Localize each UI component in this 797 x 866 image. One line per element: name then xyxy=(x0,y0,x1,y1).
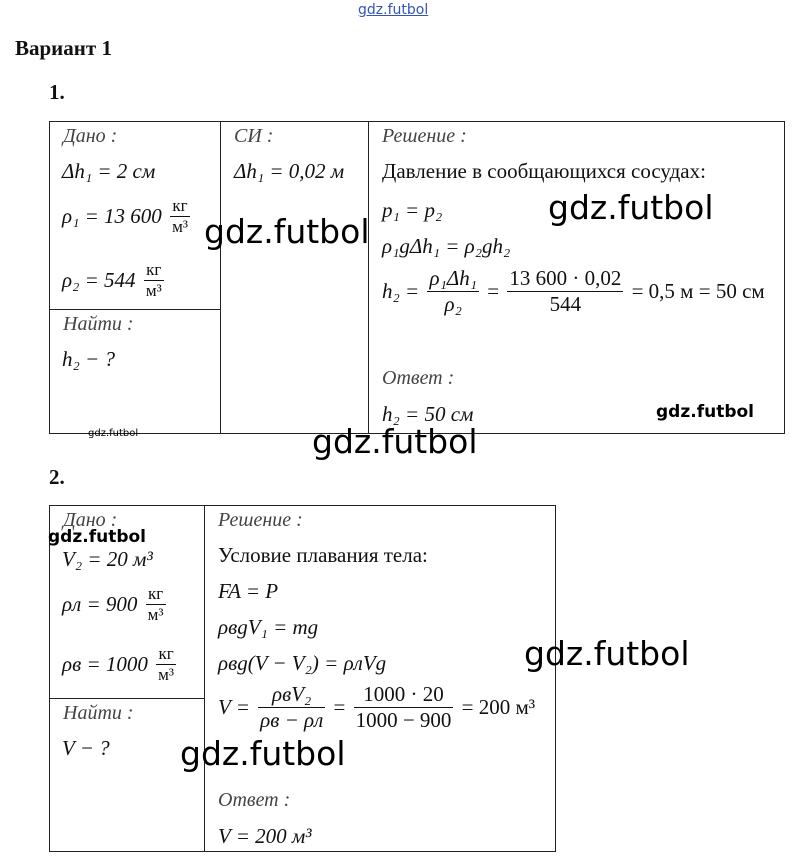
p1-si-label: СИ : xyxy=(234,125,274,147)
p1-given-rho1-row xyxy=(62,196,193,237)
p2-given-rho-l: ρл = 900 xyxy=(62,592,138,616)
p1-solution-cell xyxy=(369,122,785,434)
p1-find-label: Найти : xyxy=(63,313,134,335)
p2-find-cell xyxy=(50,699,205,852)
p1-answer: h₂ = 50 см xyxy=(382,402,474,426)
p2-answer-label: Ответ : xyxy=(218,789,291,811)
p2-given-v2: V₂ = 20 м³ xyxy=(62,547,153,571)
problem-1-number: 1. xyxy=(49,80,65,104)
problem-2-table xyxy=(49,505,556,852)
p2-given-rho-v: ρв = 1000 xyxy=(62,652,148,676)
p1-result: = 0,5 м = 50 см xyxy=(631,279,765,303)
p2-sol-line3: ρвgV₁ = mg xyxy=(218,615,319,639)
frac-denominator: ρ₂ xyxy=(427,291,479,317)
p2-rho-v-unit xyxy=(156,644,176,685)
watermark: gdz.futbol xyxy=(88,428,139,439)
p1-rho1-unit xyxy=(170,196,190,237)
watermark: gdz.futbol xyxy=(48,527,146,547)
p2-given-rho-v-row xyxy=(62,644,179,685)
unit-denominator: м³ xyxy=(147,605,164,624)
p1-frac-numeric xyxy=(507,266,623,317)
equals-sign: = xyxy=(487,279,500,303)
unit-denominator: м³ xyxy=(158,665,174,684)
frac-denominator: 544 xyxy=(507,291,623,317)
p2-given-label: Дано : xyxy=(63,509,118,531)
watermark: gdz.futbol xyxy=(548,188,714,227)
frac-numerator: 1000 · 20 xyxy=(363,682,444,706)
watermark-top[interactable]: gdz.futbol xyxy=(358,2,429,18)
p2-sol-line1: Условие плавания тела: xyxy=(218,543,428,567)
p1-given-rho2: ρ₂ = 544 xyxy=(62,268,136,292)
watermark: gdz.futbol xyxy=(204,212,370,251)
p1-find: h₂ − ? xyxy=(62,347,115,371)
watermark: gdz.futbol xyxy=(312,422,478,461)
problem-1-table xyxy=(49,121,785,434)
p2-rho-l-unit xyxy=(146,584,166,625)
p2-find: V − ? xyxy=(62,736,110,760)
p2-frac-symbolic xyxy=(258,682,325,733)
p2-find-label: Найти : xyxy=(63,702,134,724)
p1-given-dh: Δh₁ = 2 см xyxy=(62,159,156,183)
frac-numerator: 13 600 · 0,02 xyxy=(509,266,622,290)
p1-find-cell xyxy=(50,310,221,434)
watermark: gdz.futbol xyxy=(524,634,690,673)
unit-numerator: кг xyxy=(146,260,162,279)
p1-given-cell xyxy=(50,122,221,310)
p1-given-label: Дано : xyxy=(63,125,118,147)
frac-denominator: 1000 − 900 xyxy=(355,708,452,732)
p1-given-rho1: ρ₁ = 13 600 xyxy=(62,204,162,228)
unit-denominator: м³ xyxy=(172,217,188,236)
p2-v-lhs: V = xyxy=(218,695,250,719)
p1-rho2-unit xyxy=(144,260,164,301)
p2-frac-numeric xyxy=(354,682,454,733)
p2-answer: V = 200 м³ xyxy=(218,824,312,848)
variant-title: Вариант 1 xyxy=(15,36,112,60)
frac-numerator: ρвV₂ xyxy=(272,682,312,706)
p1-sol-formula xyxy=(382,266,765,317)
p2-sol-line4: ρвg(V − V₂) = ρлVg xyxy=(218,651,387,675)
p1-given-rho2-row xyxy=(62,260,167,301)
frac-denominator: ρв − ρл xyxy=(260,708,324,732)
p2-solution-label: Решение : xyxy=(218,509,303,531)
p1-sol-line3: ρ₁gΔh₁ = ρ₂gh₂ xyxy=(382,234,511,258)
unit-denominator: м³ xyxy=(145,281,162,300)
p2-solution-cell xyxy=(205,506,556,852)
watermark: gdz.futbol xyxy=(656,402,754,422)
p2-result: = 200 м³ xyxy=(461,695,536,719)
problem-2-number: 2. xyxy=(49,465,65,489)
unit-numerator: кг xyxy=(158,644,174,663)
p1-frac-symbolic xyxy=(427,266,479,317)
frac-numerator: ρ₁Δh₁ xyxy=(429,266,477,290)
p1-sol-line1: Давление в сообщающихся сосудах: xyxy=(382,159,706,183)
p1-si-dh: Δh₁ = 0,02 м xyxy=(234,159,345,183)
p2-sol-formula xyxy=(218,682,535,733)
p2-sol-line2: FA = P xyxy=(218,579,279,603)
unit-numerator: кг xyxy=(147,584,164,603)
p1-si-cell xyxy=(221,122,369,434)
p1-answer-label: Ответ : xyxy=(382,367,455,389)
equals-sign: = xyxy=(333,695,346,719)
unit-numerator: кг xyxy=(172,196,188,215)
p2-given-rho-l-row xyxy=(62,584,169,625)
watermark: gdz.futbol xyxy=(180,734,346,773)
p1-h2-lhs: h₂ = xyxy=(382,279,420,303)
p1-solution-label: Решение : xyxy=(382,125,467,147)
p1-sol-line2: p₁ = p₂ xyxy=(382,198,443,222)
